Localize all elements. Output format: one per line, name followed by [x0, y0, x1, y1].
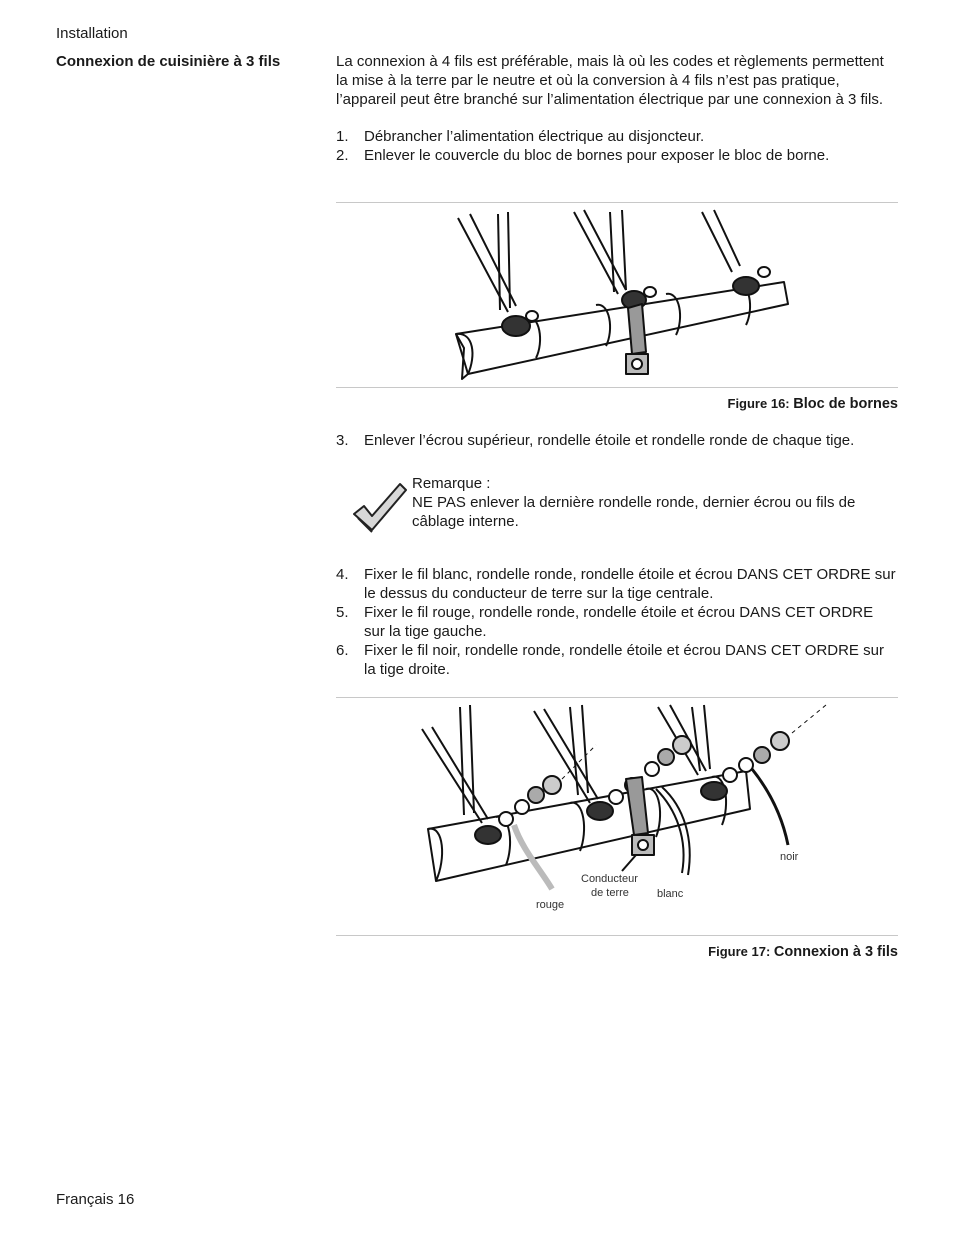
terminal-block-drawing	[336, 204, 898, 386]
figure-16-illustration	[336, 204, 898, 386]
label-conducteur: Conducteur	[581, 873, 638, 885]
main-content	[336, 52, 898, 165]
step-number: 1.	[336, 128, 349, 145]
figure-top-rule	[336, 202, 898, 203]
figure-17-title: Connexion à 3 fils	[773, 944, 898, 960]
figure-16-caption	[728, 394, 899, 414]
step-item	[336, 431, 898, 450]
figure-bottom-rule	[336, 935, 898, 936]
steps-list-a	[336, 127, 898, 165]
intro-paragraph: La connexion à 4 fils est préférable, mais là où les codes et règlements permettent la mise à la terre par le neutre et où la conversion à 4 fils n’est pas pratique, l’appareil peut être branché sur l’alimentation électrique par une connexion à 3 fils.	[336, 53, 884, 108]
figure-bottom-rule	[336, 387, 898, 388]
page-footer: Français 16	[56, 1191, 135, 1208]
figure-17-label: Figure 17:	[708, 944, 774, 959]
label-blanc: blanc	[657, 888, 684, 900]
figure-17-caption	[708, 942, 898, 962]
step-item	[336, 565, 898, 603]
note-body: NE PAS enlever la dernière rondelle ronde, dernier écrou ou fils de câblage interne.	[412, 494, 856, 530]
step-item	[336, 146, 898, 165]
figure-top-rule	[336, 697, 898, 698]
step-item	[336, 603, 898, 641]
steps-list-b	[336, 431, 898, 450]
note-title: Remarque :	[412, 475, 491, 492]
label-noir: noir	[780, 851, 799, 863]
step-text: Enlever le couvercle du bloc de bornes pour exposer le bloc de borne.	[364, 147, 830, 164]
label-rouge: rouge	[536, 899, 565, 911]
label-de-terre: de terre	[591, 887, 629, 899]
step-number: 6.	[336, 642, 349, 659]
side-heading: Connexion de cuisinière à 3 fils	[56, 53, 281, 70]
step-number: 4.	[336, 566, 349, 583]
step-number: 2.	[336, 147, 349, 164]
step-text: Débrancher l’alimentation électrique au disjoncteur.	[364, 128, 705, 145]
step-text: Fixer le fil rouge, rondelle ronde, rondelle étoile et écrou DANS CET ORDRE sur la tige gauche.	[364, 604, 874, 640]
figure-16-label: Figure 16:	[727, 396, 794, 411]
three-wire-connection-drawing	[336, 699, 898, 935]
steps-list-c	[336, 565, 898, 679]
step-number: 3.	[336, 432, 349, 449]
step-number: 5.	[336, 604, 349, 621]
step-text: Fixer le fil noir, rondelle ronde, rondelle étoile et écrou DANS CET ORDRE sur la tige droite.	[364, 642, 884, 678]
step-text: Enlever l’écrou supérieur, rondelle étoile et rondelle ronde de chaque tige.	[364, 432, 855, 449]
step-text: Fixer le fil blanc, rondelle ronde, rondelle étoile et écrou DANS CET ORDRE sur le dessus du conducteur de terre sur la tige centrale.	[364, 566, 896, 602]
section-header: Installation	[56, 25, 128, 42]
checkmark-icon	[350, 478, 408, 534]
figure-16-title: Bloc de bornes	[793, 396, 898, 412]
note-block	[412, 474, 898, 531]
figure-17-illustration	[336, 699, 898, 935]
step-item	[336, 641, 898, 679]
step-item	[336, 127, 898, 146]
